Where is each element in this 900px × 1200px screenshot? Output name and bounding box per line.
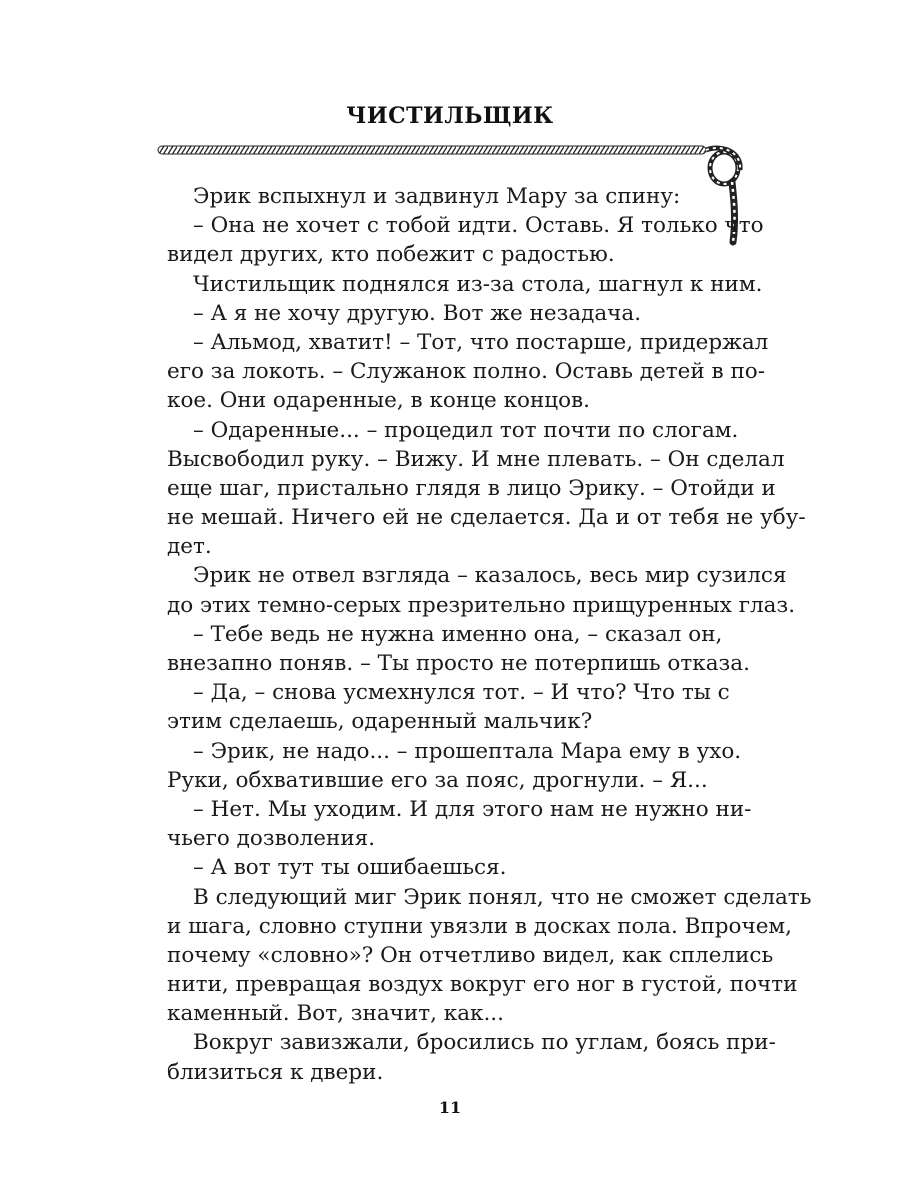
page-number: 11 — [438, 1098, 462, 1117]
body-text — [167, 182, 812, 1087]
text-line: его за локоть. – Служанок полно. Оставь детей в по- — [167, 359, 766, 385]
text-line: кое. Они одаренные, в конце концов. — [167, 388, 590, 414]
text-line: до этих темно-серых презрительно прищуренных глаз. — [167, 592, 796, 618]
text-line: – Одаренные... – процедил тот почти по слогам. — [193, 417, 739, 443]
running-title: ЧИСТИЛЬЩИК — [346, 103, 554, 129]
text-line: Эрик вспыхнул и задвинул Мару за спину: — [193, 184, 681, 209]
text-line: – Да, – снова усмехнулся тот. – И что? Что ты с — [193, 680, 730, 706]
text-line: Вокруг завизжали, бросились по углам, боясь при- — [193, 1030, 776, 1056]
text-line: нити, превращая воздух вокруг его ног в густой, почти — [167, 972, 798, 998]
text-line: – Альмод, хватит! – Тот, что постарше, придержал — [193, 329, 769, 355]
text-line: – А вот тут ты ошибаешься. — [193, 855, 507, 881]
text-line: Чистильщик поднялся из-за стола, шагнул к ним. — [193, 271, 763, 297]
text-line: и шага, словно ступни увязли в досках пола. Впрочем, — [167, 913, 792, 939]
text-line: каменный. Вот, значит, как... — [167, 1001, 504, 1027]
text-line: этим сделаешь, одаренный мальчик? — [167, 709, 593, 735]
text-line: видел других, кто побежит с радостью. — [167, 242, 615, 268]
text-line: внезапно поняв. – Ты просто не потерпишь отказа. — [167, 651, 750, 676]
text-line: – А я не хочу другую. Вот же незадача. — [193, 300, 642, 326]
text-line: дет. — [167, 534, 212, 560]
text-line: близиться к двери. — [167, 1059, 384, 1085]
text-line: Эрик не отвел взгляда – казалось, весь мир сузился — [193, 563, 787, 589]
text-line: – Тебе ведь не нужна именно она, – сказал он, — [193, 621, 723, 647]
text-line: – Она не хочет с тобой идти. Оставь. Я только что — [193, 213, 764, 239]
text-line: – Эрик, не надо... – прошептала Мара ему в ухо. — [193, 738, 742, 764]
text-line: почему «словно»? Он отчетливо видел, как сплелись — [167, 942, 774, 968]
text-line: чьего дозволения. — [167, 826, 376, 852]
text-line: – Нет. Мы уходим. И для этого нам не нужно ни- — [193, 796, 752, 822]
text-line: еще шаг, пристально глядя в лицо Эрику. – Отойди и — [167, 475, 776, 501]
text-line: В следующий миг Эрик понял, что не сможет сделать — [193, 884, 812, 910]
text-line: не мешай. Ничего ей не сделается. Да и от тебя не убу- — [167, 505, 806, 531]
text-line: Высвободил руку. – Вижу. И мне плевать. – Он сделал — [167, 446, 785, 472]
text-line: Руки, обхватившие его за пояс, дрогнули. – Я... — [167, 767, 708, 793]
